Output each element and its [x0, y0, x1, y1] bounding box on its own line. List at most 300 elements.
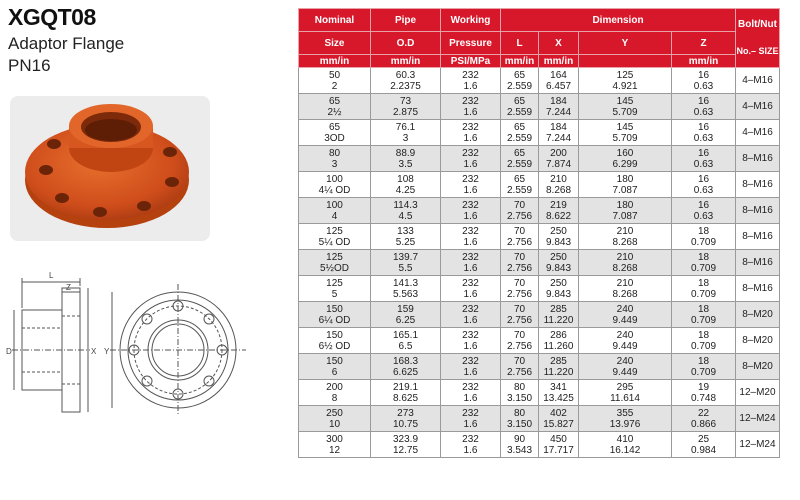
cell-size-imperial: 5½OD — [320, 262, 349, 274]
cell-l-metric: 70 — [513, 251, 526, 263]
cell-od-metric: 219.1 — [392, 381, 419, 393]
cell-pressure-imperial: 1.6 — [463, 392, 478, 404]
cell-y-metric: 355 — [616, 407, 634, 419]
table-row — [299, 302, 780, 328]
cell-pressure-metric: 232 — [462, 199, 479, 211]
cell-bolt: 8–M16 — [736, 198, 780, 224]
cell-z-imperial: 0.866 — [690, 418, 717, 430]
cell-pressure — [441, 120, 501, 146]
cell-size — [299, 406, 371, 432]
cell-od-metric: 159 — [397, 303, 414, 315]
cell-od-imperial: 4.5 — [398, 210, 413, 222]
cell-size-imperial: 2½ — [327, 106, 342, 118]
cell-od-metric: 141.3 — [392, 277, 419, 289]
cell-size — [299, 354, 371, 380]
cell-bolt: 4–M16 — [736, 120, 780, 146]
cell-l — [501, 276, 539, 302]
cell-od-imperial: 5.25 — [395, 236, 416, 248]
cell-z-metric: 16 — [697, 147, 710, 159]
cell-l-imperial: 2.756 — [506, 288, 533, 300]
cell-size-imperial: 6¼ OD — [318, 314, 351, 326]
cell-size-imperial: 2 — [331, 80, 338, 92]
cell-size — [299, 94, 371, 120]
cell-l-imperial: 2.756 — [506, 262, 533, 274]
cell-l-metric: 90 — [513, 433, 526, 445]
cell-x — [539, 120, 579, 146]
cell-pressure-imperial: 1.6 — [463, 184, 478, 196]
cell-z — [672, 224, 736, 250]
cell-size — [299, 328, 371, 354]
cell-y-imperial: 13.976 — [609, 418, 641, 430]
header-L: L — [501, 32, 539, 55]
cell-l-metric: 65 — [513, 121, 526, 133]
header-working: Working — [441, 9, 501, 32]
cell-pressure — [441, 250, 501, 276]
cell-size-metric: 150 — [326, 355, 343, 367]
cell-l-metric: 70 — [513, 225, 526, 237]
cell-l — [501, 328, 539, 354]
cell-size-imperial: 6 — [331, 366, 338, 378]
cell-size-imperial: 6½ OD — [318, 340, 351, 352]
cell-y-imperial: 16.142 — [609, 444, 641, 456]
header-Z: Z — [672, 32, 736, 55]
header-bolt-sub: No.– SIZE — [736, 46, 779, 56]
cell-od — [371, 354, 441, 380]
cell-y-metric: 180 — [616, 199, 634, 211]
cell-od — [371, 146, 441, 172]
cell-x — [539, 276, 579, 302]
cell-pressure — [441, 198, 501, 224]
cell-pressure-imperial: 1.6 — [463, 262, 478, 274]
cell-size — [299, 276, 371, 302]
table-row — [299, 224, 780, 250]
cell-pressure — [441, 146, 501, 172]
cell-y — [579, 302, 672, 328]
cell-z-metric: 18 — [697, 329, 710, 341]
cell-l — [501, 432, 539, 458]
cell-y-metric: 180 — [616, 173, 634, 185]
cell-z-metric: 16 — [697, 95, 710, 107]
cell-l-imperial: 3.150 — [506, 392, 533, 404]
cell-z — [672, 120, 736, 146]
cell-x-metric: 184 — [550, 95, 567, 107]
cell-x — [539, 172, 579, 198]
cell-y-imperial: 7.087 — [612, 210, 638, 222]
product-photo — [10, 96, 210, 241]
cell-y-metric: 295 — [616, 381, 634, 393]
cell-l-metric: 80 — [513, 407, 526, 419]
cell-pressure — [441, 302, 501, 328]
cell-bolt: 8–M16 — [736, 146, 780, 172]
cell-x-imperial: 9.843 — [545, 262, 572, 274]
cell-l-metric: 70 — [513, 303, 526, 315]
cell-y-metric: 145 — [616, 121, 634, 133]
cell-od — [371, 276, 441, 302]
cell-l-imperial: 3.543 — [506, 444, 533, 456]
cell-bolt: 4–M16 — [736, 94, 780, 120]
cell-size — [299, 432, 371, 458]
cell-z-imperial: 0.984 — [690, 444, 717, 456]
cell-x-imperial: 11.220 — [543, 366, 574, 378]
cell-l-imperial: 2.756 — [506, 236, 533, 248]
cell-z — [672, 380, 736, 406]
cell-z — [672, 198, 736, 224]
cell-od-imperial: 10.75 — [392, 418, 419, 430]
cell-pressure-imperial: 1.6 — [463, 106, 478, 118]
cell-size-metric: 125 — [326, 225, 343, 237]
cell-z — [672, 94, 736, 120]
cell-z-metric: 18 — [697, 277, 710, 289]
cell-z-imperial: 0.63 — [693, 184, 714, 196]
cell-x-imperial: 13.425 — [543, 392, 574, 404]
cell-od-imperial: 6.25 — [395, 314, 416, 326]
cell-l-metric: 70 — [513, 329, 526, 341]
cell-size — [299, 250, 371, 276]
cell-y — [579, 146, 672, 172]
cell-pressure — [441, 224, 501, 250]
cell-od — [371, 68, 441, 94]
cell-y-imperial: 5.709 — [612, 132, 638, 144]
cell-x — [539, 406, 579, 432]
cell-y — [579, 172, 672, 198]
cell-z-imperial: 0.709 — [690, 340, 717, 352]
cell-l-imperial: 2.756 — [506, 314, 533, 326]
cell-x — [539, 302, 579, 328]
cell-pressure-metric: 232 — [462, 173, 479, 185]
cell-size-imperial: 3OD — [324, 132, 345, 144]
table-row — [299, 380, 780, 406]
cell-z — [672, 172, 736, 198]
cell-pressure — [441, 328, 501, 354]
cell-y — [579, 276, 672, 302]
cell-y-imperial: 8.268 — [612, 288, 638, 300]
cell-l-imperial: 2.559 — [506, 106, 533, 118]
cell-x-metric: 250 — [550, 225, 567, 237]
cell-od-imperial: 6.5 — [398, 340, 413, 352]
cell-pressure-imperial: 1.6 — [463, 80, 478, 92]
cell-l — [501, 406, 539, 432]
unit-X: mm/in — [539, 55, 579, 68]
header-X: X — [539, 32, 579, 55]
cell-od-metric: 88.9 — [395, 147, 416, 159]
cell-l-metric: 70 — [513, 277, 526, 289]
cell-x — [539, 198, 579, 224]
cell-l — [501, 172, 539, 198]
cell-pressure — [441, 172, 501, 198]
cell-z — [672, 68, 736, 94]
flange-drawing — [0, 268, 290, 440]
cell-l-imperial: 2.756 — [506, 340, 533, 352]
label-Z: Z — [66, 283, 71, 292]
cell-l — [501, 302, 539, 328]
cell-l-imperial: 2.559 — [506, 184, 533, 196]
cell-z-imperial: 0.709 — [690, 288, 717, 300]
unit-L: mm/in — [501, 55, 539, 68]
cell-od — [371, 198, 441, 224]
header-bolt-label: Bolt/Nut — [738, 19, 777, 30]
cell-z-imperial: 0.63 — [693, 132, 714, 144]
cell-pressure-imperial: 1.6 — [463, 418, 478, 430]
label-Y: Y — [104, 347, 110, 356]
cell-l-metric: 65 — [513, 95, 526, 107]
cell-bolt: 12–M24 — [736, 432, 780, 458]
cell-pressure-metric: 232 — [462, 225, 479, 237]
cell-size-metric: 50 — [328, 69, 341, 81]
cell-x-metric: 250 — [550, 277, 567, 289]
cell-z-metric: 18 — [697, 355, 710, 367]
cell-z — [672, 250, 736, 276]
cell-l — [501, 250, 539, 276]
cell-z-metric: 18 — [697, 225, 710, 237]
cell-od-metric: 139.7 — [392, 251, 419, 263]
cell-y-imperial: 9.449 — [612, 366, 638, 378]
cell-size-imperial: 8 — [331, 392, 338, 404]
cell-l-metric: 80 — [513, 381, 526, 393]
header-pipe: Pipe — [371, 9, 441, 32]
cell-bolt: 8–M16 — [736, 172, 780, 198]
pressure-class: PN16 — [8, 56, 51, 75]
label-L: L — [49, 271, 54, 280]
cell-z-metric: 16 — [697, 199, 710, 211]
cell-x-imperial: 17.717 — [543, 444, 574, 456]
cell-y-imperial: 11.614 — [610, 392, 640, 404]
cell-y-metric: 240 — [616, 329, 634, 341]
table-row — [299, 172, 780, 198]
cell-od-imperial: 8.625 — [392, 392, 419, 404]
cell-pressure-metric: 232 — [462, 355, 479, 367]
cell-z — [672, 328, 736, 354]
cell-z — [672, 432, 736, 458]
cell-pressure — [441, 432, 501, 458]
cell-size — [299, 380, 371, 406]
cell-l — [501, 68, 539, 94]
cell-size-metric: 250 — [326, 407, 343, 419]
cell-pressure-imperial: 1.6 — [463, 340, 478, 352]
cell-x — [539, 250, 579, 276]
product-code: XGQT08 — [8, 4, 96, 30]
cell-od-metric: 273 — [397, 407, 414, 419]
cell-x — [539, 68, 579, 94]
cell-x — [539, 146, 579, 172]
cell-pressure — [441, 276, 501, 302]
cell-y-metric: 210 — [616, 251, 634, 263]
cell-y — [579, 354, 672, 380]
cell-od-imperial: 2.875 — [392, 106, 419, 118]
cell-x — [539, 380, 579, 406]
cell-od-imperial: 4.25 — [395, 184, 416, 196]
cell-y-imperial: 4.921 — [612, 80, 638, 92]
cell-x-metric: 200 — [550, 147, 567, 159]
cell-pressure-imperial: 1.6 — [463, 132, 478, 144]
cell-size — [299, 120, 371, 146]
table-row — [299, 198, 780, 224]
cell-od — [371, 380, 441, 406]
cell-x-imperial: 7.874 — [545, 158, 572, 170]
cell-pressure-metric: 232 — [462, 303, 479, 315]
cell-y — [579, 250, 672, 276]
cell-size-imperial: 4 — [331, 210, 338, 222]
cell-x-metric: 286 — [550, 329, 567, 341]
cell-z-imperial: 0.709 — [690, 236, 717, 248]
table-row — [299, 328, 780, 354]
cell-z-imperial: 0.63 — [693, 158, 714, 170]
cell-l-metric: 70 — [513, 355, 526, 367]
header-nominal: Nominal — [299, 9, 371, 32]
cell-l-metric: 65 — [513, 147, 526, 159]
cell-size-metric: 100 — [326, 173, 343, 185]
cell-bolt: 12–M20 — [736, 380, 780, 406]
cell-z — [672, 406, 736, 432]
cell-l — [501, 120, 539, 146]
cell-l — [501, 146, 539, 172]
cell-size-metric: 300 — [326, 433, 343, 445]
cell-l-metric: 65 — [513, 173, 526, 185]
cell-pressure — [441, 68, 501, 94]
label-X: X — [91, 347, 97, 356]
cell-x-imperial: 7.244 — [545, 132, 572, 144]
unit-od: mm/in — [371, 55, 441, 68]
cell-z-metric: 18 — [697, 303, 710, 315]
cell-size-imperial: 10 — [328, 418, 341, 430]
cell-od-metric: 73 — [399, 95, 412, 107]
cell-z-imperial: 0.63 — [693, 210, 714, 222]
cell-l-imperial: 3.150 — [506, 418, 533, 430]
unit-size: mm/in — [299, 55, 371, 68]
cell-x-metric: 402 — [550, 407, 567, 419]
cell-x-imperial: 6.457 — [545, 80, 572, 92]
cell-size — [299, 198, 371, 224]
cell-y-metric: 145 — [616, 95, 634, 107]
cell-l-imperial: 2.559 — [506, 158, 533, 170]
cell-x — [539, 94, 579, 120]
cell-od-imperial: 5.563 — [392, 288, 419, 300]
cell-x — [539, 432, 579, 458]
cell-z-metric: 16 — [697, 121, 710, 133]
cell-y — [579, 68, 672, 94]
cell-l — [501, 94, 539, 120]
cell-x-metric: 164 — [550, 69, 567, 81]
cell-y — [579, 406, 672, 432]
cell-z-imperial: 0.709 — [690, 262, 717, 274]
cell-z-imperial: 0.709 — [690, 314, 717, 326]
cell-x-metric: 219 — [550, 199, 567, 211]
cell-z-imperial: 0.748 — [690, 392, 717, 404]
cell-pressure — [441, 94, 501, 120]
cell-y — [579, 198, 672, 224]
table-row — [299, 120, 780, 146]
cell-y-imperial: 9.449 — [612, 340, 638, 352]
cell-pressure-imperial: 1.6 — [463, 210, 478, 222]
cell-od-imperial: 5.5 — [398, 262, 413, 274]
cell-l — [501, 198, 539, 224]
cell-y-metric: 240 — [616, 303, 634, 315]
cell-y-metric: 125 — [616, 69, 634, 81]
flange-photo-illustration — [10, 96, 210, 241]
cell-pressure — [441, 380, 501, 406]
cell-size-metric: 80 — [328, 147, 341, 159]
cell-l-imperial: 2.559 — [506, 80, 533, 92]
cell-y — [579, 94, 672, 120]
cell-pressure-imperial: 1.6 — [463, 158, 478, 170]
table-row — [299, 432, 780, 458]
cell-l — [501, 380, 539, 406]
cell-size-metric: 65 — [328, 95, 341, 107]
cell-size-metric: 125 — [326, 277, 343, 289]
cell-y — [579, 328, 672, 354]
product-name: Adaptor Flange — [8, 34, 125, 53]
cell-size — [299, 224, 371, 250]
cell-x — [539, 328, 579, 354]
spec-table — [298, 8, 780, 458]
cell-x — [539, 224, 579, 250]
cell-od-metric: 114.3 — [393, 199, 418, 211]
cell-x-imperial: 9.843 — [545, 236, 572, 248]
cell-pressure-imperial: 1.6 — [463, 366, 478, 378]
cell-x-metric: 450 — [550, 433, 567, 445]
cell-od-metric: 76.1 — [395, 121, 416, 133]
cell-pressure-metric: 232 — [462, 251, 479, 263]
cell-od — [371, 302, 441, 328]
cell-y-imperial: 8.268 — [612, 236, 638, 248]
cell-od — [371, 250, 441, 276]
cell-od-imperial: 3.5 — [398, 158, 413, 170]
cell-size — [299, 146, 371, 172]
cell-od-metric: 108 — [397, 173, 414, 185]
cell-od-imperial: 12.75 — [392, 444, 419, 456]
cell-size-metric: 150 — [326, 329, 343, 341]
cell-od-metric: 323.9 — [392, 433, 419, 445]
cell-y — [579, 380, 672, 406]
cell-pressure-metric: 232 — [462, 407, 479, 419]
cell-x-imperial: 7.244 — [545, 106, 572, 118]
table-row — [299, 94, 780, 120]
cell-size — [299, 172, 371, 198]
cell-l-metric: 65 — [513, 69, 526, 81]
cell-z — [672, 302, 736, 328]
cell-od-metric: 165.1 — [392, 329, 419, 341]
product-title — [8, 33, 124, 77]
table-row — [299, 250, 780, 276]
cell-size-metric: 150 — [326, 303, 343, 315]
cell-x-imperial: 8.622 — [545, 210, 572, 222]
unit-Z: mm/in — [672, 55, 736, 68]
cell-z-metric: 19 — [697, 381, 710, 393]
label-D: D — [6, 347, 12, 356]
cell-y — [579, 224, 672, 250]
cell-size — [299, 68, 371, 94]
cell-x-metric: 250 — [550, 251, 567, 263]
cell-l — [501, 354, 539, 380]
header-dimension: Dimension — [501, 9, 736, 32]
cell-size-imperial: 5¼ OD — [318, 236, 351, 248]
header-bolt — [736, 9, 780, 68]
cell-z-imperial: 0.63 — [693, 80, 714, 92]
cell-bolt: 8–M16 — [736, 250, 780, 276]
cell-y — [579, 120, 672, 146]
cell-y-imperial: 8.268 — [612, 262, 638, 274]
cell-size-imperial: 4¼ OD — [318, 184, 351, 196]
cell-pressure-metric: 232 — [462, 121, 479, 133]
cell-x-metric: 285 — [550, 303, 567, 315]
cell-l-metric: 70 — [513, 199, 526, 211]
cell-od — [371, 120, 441, 146]
cell-od-metric: 60.3 — [395, 69, 416, 81]
cell-bolt: 8–M20 — [736, 354, 780, 380]
cell-pressure-metric: 232 — [462, 433, 479, 445]
cell-x-imperial: 11.220 — [543, 314, 574, 326]
cell-od — [371, 328, 441, 354]
cell-y-imperial: 9.449 — [612, 314, 638, 326]
